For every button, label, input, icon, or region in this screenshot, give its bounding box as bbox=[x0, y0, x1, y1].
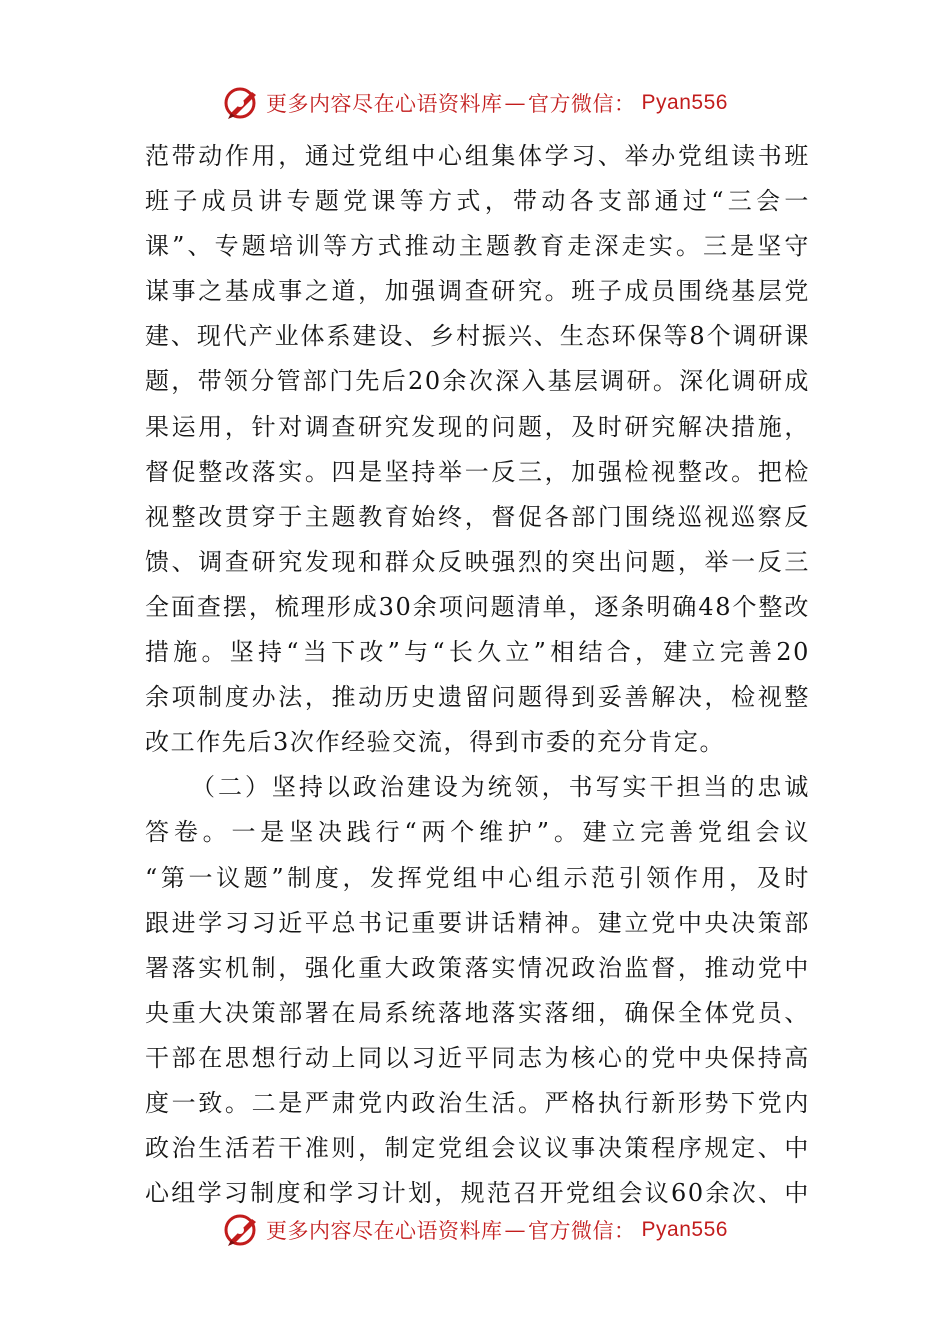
pen-logo-icon bbox=[222, 1210, 262, 1250]
document-body bbox=[145, 134, 810, 1216]
banner-wechat-id: Pyan556 bbox=[641, 91, 728, 114]
pen-logo-icon bbox=[222, 83, 262, 123]
text-line: 跟进学习习近平总书记重要讲话精神。建立党中央决策部 bbox=[145, 908, 810, 937]
text-line: 督促整改落实。四是坚持举一反三，加强检视整改。把检 bbox=[145, 457, 810, 486]
text-line: 全面查摆，梳理形成30余项问题清单，逐条明确48个整改 bbox=[145, 592, 810, 621]
text-line: 题，带领分管部门先后20余次深入基层调研。深化调研成 bbox=[145, 367, 810, 396]
text-line: 署落实机制，强化重大政策落实情况政治监督，推动党中 bbox=[145, 953, 810, 982]
banner-wechat-label: 官方微信： bbox=[528, 92, 636, 116]
banner-wechat-id: Pyan556 bbox=[641, 1218, 728, 1241]
paragraph-end-line: 改工作先后3次作经验交流，得到市委的充分肯定。 bbox=[145, 728, 726, 757]
banner-wechat-label: 官方微信： bbox=[528, 1219, 636, 1243]
banner-title: 更多内容尽在心语资料库 bbox=[266, 1219, 503, 1243]
text-line: 余项制度办法，推动历史遗留问题得到妥善解决，检视整 bbox=[145, 683, 810, 712]
header-watermark-banner bbox=[0, 78, 950, 128]
text-line: 度一致。二是严肃党内政治生活。严格执行新形势下党内 bbox=[145, 1088, 810, 1117]
text-line: 谋事之基成事之道，加强调查研究。班子成员围绕基层党 bbox=[145, 277, 810, 306]
text-line: 心组学习制度和学习计划，规范召开党组会议60余次、中 bbox=[145, 1179, 810, 1208]
section-heading-line: （二）坚持以政治建设为统领，书写实干担当的忠诚 bbox=[191, 773, 810, 802]
banner-separator: — bbox=[504, 91, 527, 115]
text-line: 答卷。一是坚决践行“两个维护”。建立完善党组会议 bbox=[145, 818, 810, 847]
banner-separator: — bbox=[504, 1218, 527, 1242]
text-line: 果运用，针对调查研究发现的问题，及时研究解决措施， bbox=[145, 412, 810, 441]
text-line: 馈、调查研究发现和群众反映强烈的突出问题，举一反三 bbox=[145, 547, 810, 576]
text-line: “第一议题”制度，发挥党组中心组示范引领作用，及时 bbox=[145, 863, 810, 892]
text-line: 政治生活若干准则，制定党组会议议事决策程序规定、中 bbox=[145, 1134, 810, 1163]
text-line: 干部在思想行动上同以习近平同志为核心的党中央保持高 bbox=[145, 1043, 810, 1072]
text-line: 措施。坚持“当下改”与“长久立”相结合，建立完善20 bbox=[145, 638, 810, 667]
text-line: 央重大决策部署在局系统落地落实落细，确保全体党员、 bbox=[145, 998, 810, 1027]
text-line: 课”、专题培训等方式推动主题教育走深走实。三是坚守 bbox=[145, 232, 810, 261]
footer-watermark-banner bbox=[0, 1205, 950, 1255]
text-line: 范带动作用，通过党组中心组集体学习、举办党组读书班 bbox=[145, 142, 810, 170]
text-line: 视整改贯穿于主题教育始终，督促各部门围绕巡视巡察反 bbox=[145, 502, 810, 531]
text-line: 建、现代产业体系建设、乡村振兴、生态环保等8个调研课 bbox=[145, 322, 810, 351]
text-line: 班子成员讲专题党课等方式，带动各支部通过“三会一 bbox=[145, 187, 810, 216]
banner-title: 更多内容尽在心语资料库 bbox=[266, 92, 503, 116]
